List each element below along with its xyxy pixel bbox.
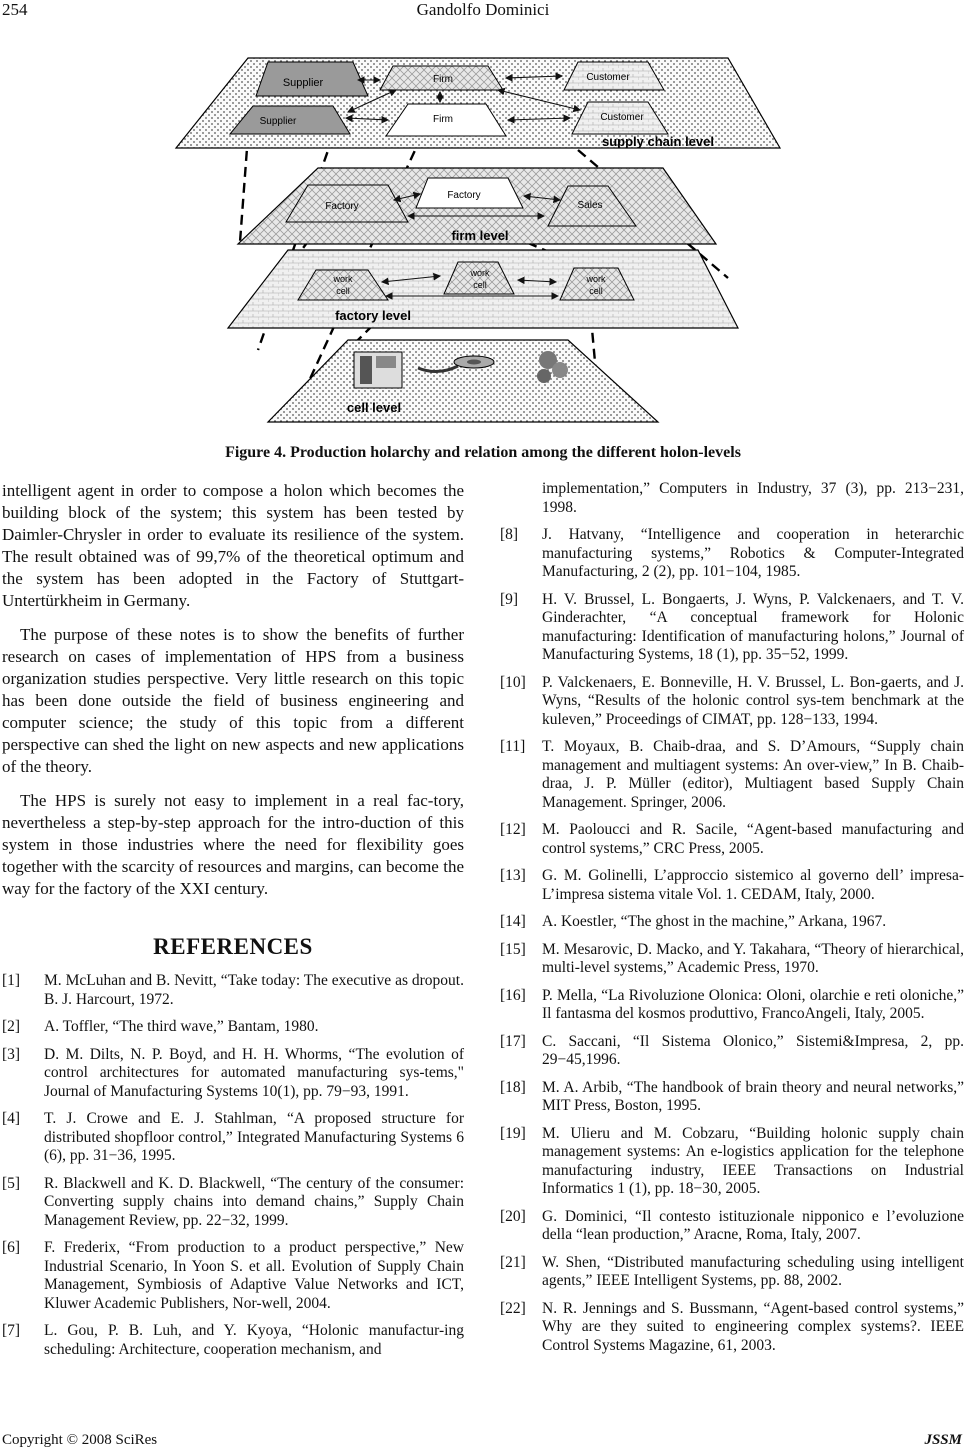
reference-item: [8] J. Hatvany, “Intelligence and cooperation in heterarchic manufacturing systems,” Robotics & Computer-Integrated Manufacturing, 2 (2), pp. 101−104, 1985. [500, 526, 964, 580]
level-label: firm level [451, 228, 509, 243]
reference-item: [19] M. Ulieru and M. Cobzaru, “Building holonic supply chain management systems: An e-logistics application for the telephone manufacturing industry, IEEE Transactions on Industrial Informatics 1 (1), pp. 18−30, 2005. [500, 1124, 964, 1197]
reference-item: [2] A. Toffler, “The third wave,” Bantam, 1980. [2, 1018, 319, 1035]
reference-item: [17] C. Saccani, “Il Sistema Olonico,” Sistemi&Impresa, 2, pp. 29−45,1996. [500, 1032, 964, 1068]
reference-item: [10] P. Valckenaers, E. Bonneville, H. V. Brussel, L. Bon-gaerts, and J. Wyns, “Results of the holonic control sys-tem benchmark at the kuleven,” Proceedings of CIMAT, pp. 128−133, 1994. [500, 673, 964, 728]
body-paragraph: The purpose of these notes is to show the benefits of further research on cases of implementation of HPS from a business organization studies perspective. Very little research on this topic has been done outside the field of business engineering and computer science; the study of this topic from a different perspective can shed the light on new aspects and new applications of the theory. [2, 625, 464, 776]
journal-abbrev: JSSM [924, 1432, 962, 1448]
copyright-text: Copyright © 2008 SciRes [2, 1432, 158, 1448]
figure-caption: Figure 4. Production holarchy and relation among the different holon-levels [225, 444, 741, 461]
level-label: cell level [346, 400, 402, 415]
reference-item: [21] W. Shen, “Distributed manufacturing scheduling using intelligent agents,” IEEE Intelligent Systems, pp. 88, 2002. [500, 1253, 964, 1289]
reference-item: [9] H. V. Brussel, L. Bongaerts, J. Wyns, P. Valckenaers, and T. V. Ginderachter, “A conceptual framework for Holonic manufacturing: Identification of manufacturing holons,” Journal of Manufacturing Systems, 18 (1), pp. 35−52, 1999. [500, 590, 964, 663]
reference-item: [7] L. Gou, P. B. Luh, and Y. Kyoya, “Holonic manufactur-ing scheduling: Architecture, cooperation mechanism, and [2, 1322, 464, 1358]
reference-item: [13] G. M. Golinelli, L’approccio sistemico al governo dell’ impresa-L’impresa sistema vitale Vol. 1. CEDAM, Italy, 2000. [500, 867, 964, 903]
svg-text:cell: cell [473, 280, 487, 290]
level-label: supply chain level [602, 134, 714, 149]
reference-item: [6] F. Frederix, “From production to a product perspective,” New Industrial Scenario, In Yoon S. et all. Evolution of Supply Chain Management, Symbiosis of Adaptive Value Networks and ICT, Kluwer Academic Publishers, Nor-well, 2004. [2, 1239, 464, 1312]
references-list-left [2, 972, 464, 1359]
reference-continuation: implementation,” Computers in Industry, 37 (3), pp. 213−231, 1998. [542, 480, 964, 516]
svg-text:cell: cell [589, 286, 603, 296]
firm-node: Firm [433, 74, 453, 85]
right-column [500, 480, 964, 1364]
reference-item: [18] M. A. Arbib, “The handbook of brain theory and neural networks,” MIT Press, Boston, 1995. [500, 1078, 964, 1114]
left-column [2, 480, 464, 1368]
reference-item: [3] D. M. Dilts, N. P. Boyd, and H. H. Whorms, “The evolution of control architectures for automated manufacturing sys-tems," Journal of Manufacturing Systems 10(1), pp. 79−93, 1991. [2, 1045, 464, 1100]
supply-chain-level-plane [176, 58, 780, 149]
supplier-node: Supplier [259, 116, 297, 127]
supplier-node: Supplier [282, 77, 324, 89]
body-paragraph: The HPS is surely not easy to implement in a real fac-tory, nevertheless a step-by-step approach for the intro-duction of this system in those industries where the need for flexibility goes together with the scarcity of resources and margins, can become the way for the factory of the XXI century. [2, 791, 464, 898]
body-paragraph: intelligent agent in order to compose a holon which becomes the building block of the system; this system has been tested by Daimler-Chrysler in order to evaluate its resilience of the system. The result obtained was of 99,7% of the theoretical optimum and the system has been adopted in the Factory of Stuttgart-Untertürkheim in Germany. [2, 481, 464, 610]
reference-item: [4] T. J. Crowe and E. J. Stahlman, “A proposed structure for distributed shopfloor control,” Integrated Manufacturing Systems 6 (6), pp. 31−36, 1995. [2, 1110, 464, 1164]
reference-item: [12] M. Paoloucci and R. Sacile, “Agent-based manufacturing and control systems,” CRC Press, 2005. [500, 821, 964, 857]
customer-node: Customer [600, 112, 644, 123]
customer-node: Customer [586, 72, 630, 83]
reference-item: [11] T. Moyaux, B. Chaib-draa, and S. D’Amours, “Supply chain management and multiagent systems: An over-view,” In B. Chaib-draa, J. P. Müller (editor), Multiagent based Supply Chain Management. Springer, 2006. [500, 738, 964, 811]
factory-node: Factory [325, 201, 359, 212]
firm-level-plane [238, 168, 716, 244]
reference-item: [1] M. McLuhan and B. Nevitt, “Take today: The executive as dropout. B. J. Harcourt, 1972. [2, 972, 464, 1008]
factory-level-plane [228, 250, 738, 328]
cell-level-plane [268, 340, 658, 422]
reference-item: [22] N. R. Jennings and S. Bussmann, “Agent-based control systems,” Why are they suited to engineering complex systems?. IEEE Control Systems Magazine, 61, 2003. [500, 1299, 964, 1354]
reference-item: [14] A. Koestler, “The ghost in the machine,” Arkana, 1967. [500, 913, 887, 930]
work-cell-node: work [586, 274, 606, 284]
firm-node: Firm [433, 114, 453, 125]
work-cell-node: work [470, 268, 490, 278]
running-author: Gandolfo Dominici [416, 0, 550, 19]
reference-item: [5] R. Blackwell and K. D. Blackwell, “The century of the consumer: Converting supply chains into demand chains,” Supply Chain Management Review, pp. 22−32, 1999. [2, 1174, 464, 1229]
reference-item: [15] M. Mesarovic, D. Macko, and Y. Takahara, “Theory of hierarchical, multi-level systems,” Academic Press, 1970. [500, 940, 964, 976]
references-heading: REFERENCES [153, 934, 313, 959]
reference-item: [16] P. Mella, “La Rivoluzione Olonica: Oloni, olarchie e reti oloniche,” Il fantasma del kosmos produttivo, FrancoAngeli, Italy, 2005. [500, 986, 964, 1022]
page-number: 254 [2, 0, 28, 19]
holarchy-figure [168, 50, 790, 430]
reference-item: [20] G. Dominici, “Il contesto istituzionale nipponico e l’evoluzione della “lean production,” Aracne, Roma, Italy, 2007. [500, 1207, 964, 1243]
svg-text:cell: cell [336, 286, 350, 296]
work-cell-node: work [333, 274, 353, 284]
page-header [0, 0, 966, 24]
sales-node: Sales [577, 200, 603, 211]
level-label: factory level [335, 308, 411, 323]
factory-node: Factory [447, 190, 481, 201]
